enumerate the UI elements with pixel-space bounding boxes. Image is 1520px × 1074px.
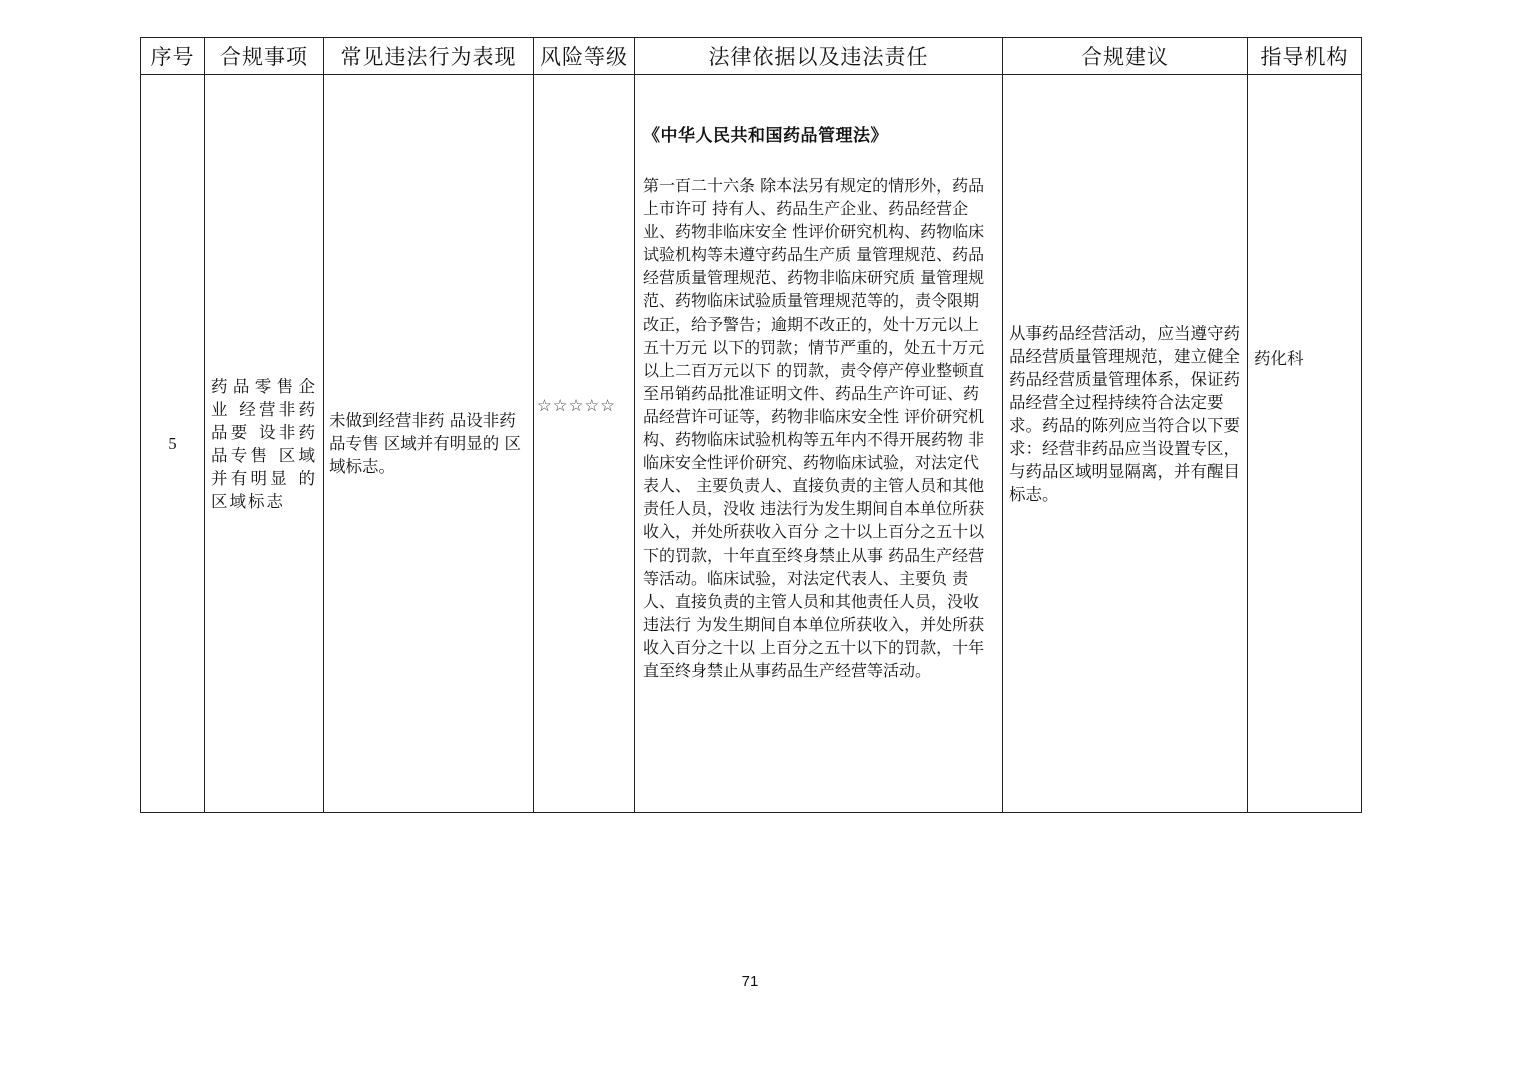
table-header-row [141, 38, 1362, 75]
row-number: 5 [141, 75, 205, 813]
risk-stars: ☆☆☆☆☆ [537, 395, 616, 415]
header-risk: 风险等级 [534, 38, 635, 75]
header-item: 合规事项 [205, 38, 324, 75]
law-title: 《中华人民共和国药品管理法》 [643, 126, 888, 146]
law-body: 第一百二十六条 除本法另有规定的情形外，药品上市许可 持有人、药品生产企业、药品经营企业、药物非临床安全 性评价研究机构、药物临床试验机构等未遵守药品生产质 量管理规范、药品经营质量管理规范、药物非临床研究质 量管理规范、药物临床试验质量管理规范等的，责令限期 改正，给予警告；逾期不改正的，处十万元以上五十万元 以下的罚款；情节严重的，处五十万元以上二百万元以下 的罚款，责令停产停业整顿直至吊销药品批准证明文件、药品生产许可证、药品经营许可证等，药物非临床安全性 评价研究机构、药物临床试验机构等五年内不得开展药物 非临床安全性评价研究、药物临床试验，对法定代表人、 主要负责人、直接负责的主管人员和其他责任人员，没收 违法行为发生期间自本单位所获收入，并处所获收入百分 之十以上百分之五十以下的罚款，十年直至终身禁止从事 药品生产经营等活动。临床试验，对法定代表人、主要负 责人、直接负责的主管人员和其他责任人员，没收违法行 为发生期间自本单位所获收入，并处所获收入百分之十以 上百分之五十以下的罚款，十年直至终身禁止从事药品生产经营等活动。 [643, 176, 985, 680]
page-number: 71 [741, 973, 759, 990]
header-law: 法律依据以及违法责任 [635, 38, 1003, 75]
table-row [141, 75, 1362, 813]
risk-level-cell [534, 75, 635, 813]
compliance-advice-cell [1003, 75, 1248, 813]
compliance-table [140, 37, 1362, 813]
guidance-agency-cell [1248, 75, 1362, 813]
header-agency: 指导机构 [1248, 38, 1362, 75]
legal-basis-cell [635, 75, 1003, 813]
compliance-item: 药品零售企业 经营非药品要 设非药品专售 区域并有明显 的区域标志 [205, 75, 324, 813]
guidance-agency: 药化科 [1254, 349, 1304, 368]
header-behavior: 常见违法行为表现 [324, 38, 534, 75]
violation-behavior: 未做到经营非药 品设非药品专售 区域并有明显的 区域标志。 [324, 75, 534, 813]
header-num: 序号 [141, 38, 205, 75]
header-advice: 合规建议 [1003, 38, 1248, 75]
compliance-advice: 从事药品经营活动，应当遵守药品经营质量管理规范，建立健全药品经营质量管理体系，保证药品经营全过程持续符合法定要求。药品的陈列应当符合以下要求：经营非药品应当设置专区，与药品区域明显隔离，并有醒目标志。 [1009, 323, 1240, 504]
